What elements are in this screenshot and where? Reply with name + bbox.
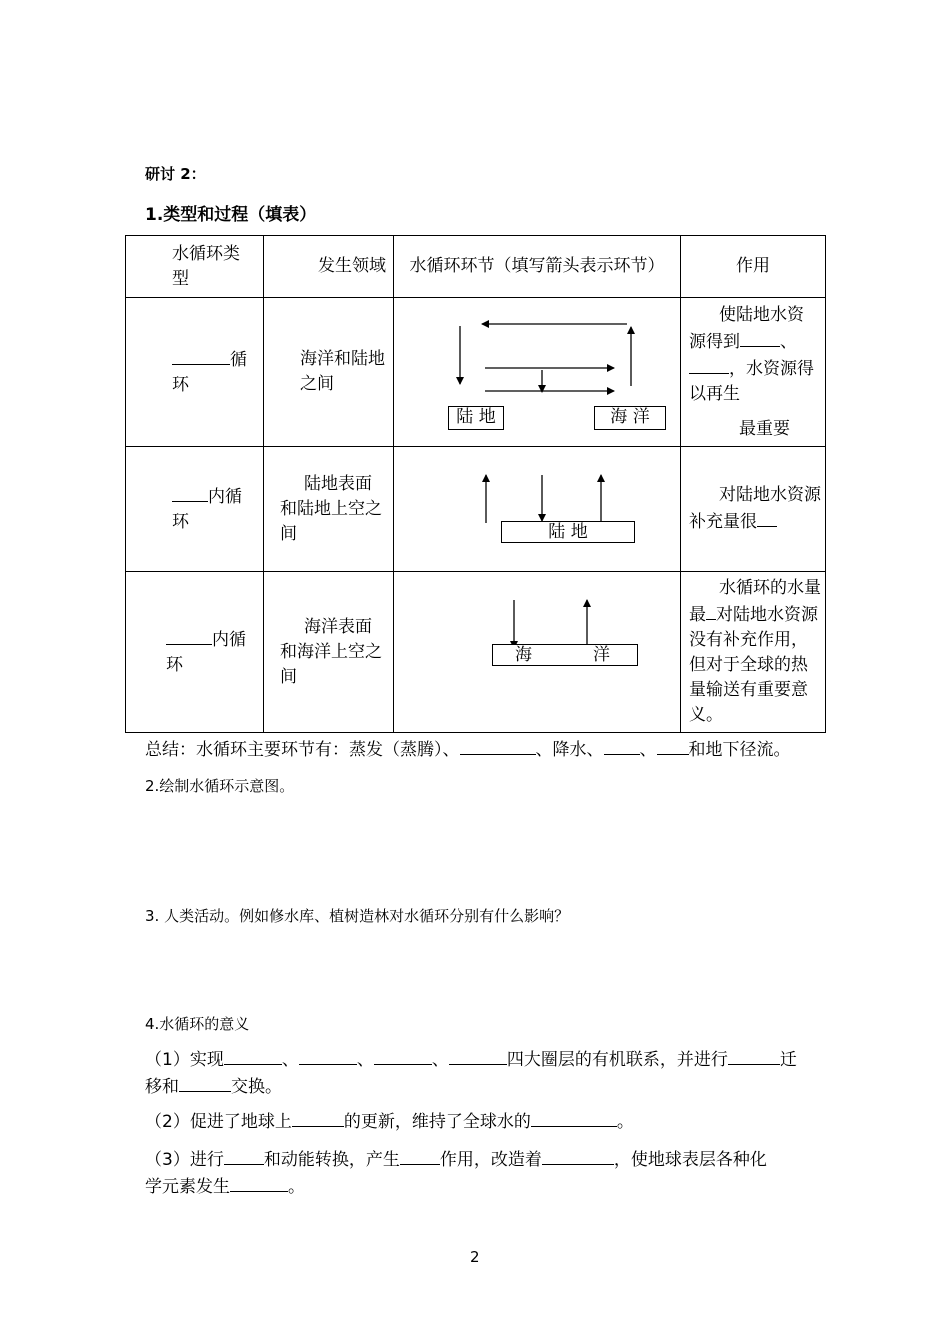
q4-1-a: （1）实现 <box>145 1050 224 1070</box>
water-cycle-table <box>125 235 826 733</box>
row1-effect-d: 最重要 <box>739 418 790 439</box>
row2-effect-a: 对陆地水资源补充量很 <box>689 485 821 532</box>
q4-1-b: 、 <box>281 1050 299 1070</box>
label-ocean: 海 洋 <box>594 406 666 430</box>
row1-effect-c: ，水资源得以再生 <box>689 358 814 404</box>
blank-balance[interactable] <box>531 1108 617 1127</box>
header-effect: 作用 <box>736 256 770 276</box>
blank-migration[interactable] <box>728 1046 780 1065</box>
blank-sphere-3[interactable] <box>374 1046 432 1065</box>
blank-energy[interactable] <box>224 1146 264 1165</box>
blank-summary-1[interactable] <box>460 736 536 755</box>
blank-renewal[interactable] <box>292 1108 344 1127</box>
q4-1-e: 四大圈层的有机联系，并进行 <box>506 1050 728 1070</box>
q4-3-b: 和动能转换，产生 <box>263 1150 400 1170</box>
q4-3-d: ，使地球表层各种化 <box>613 1150 767 1170</box>
table-row <box>126 298 826 447</box>
blank-reshape[interactable] <box>542 1146 614 1165</box>
row2-diagram <box>394 447 681 572</box>
summary-b: 、降水、 <box>535 740 604 760</box>
blank-type-2[interactable] <box>172 483 208 502</box>
row1-area: 海洋和陆地之间 <box>300 349 385 394</box>
row1-type-suffix: 循环 <box>172 350 247 395</box>
blank-summary-2[interactable] <box>604 736 640 755</box>
row2-type-suffix: 内循环 <box>172 487 242 532</box>
row1-effect-b: 、 <box>780 331 797 352</box>
blank-effect-2[interactable] <box>757 508 777 527</box>
row3-effect-b: 对陆地水资源没有补充作用，但对于全球的热量输送有重要意义。 <box>689 605 818 725</box>
row3-type-suffix: 内循环 <box>166 630 246 675</box>
blank-effect-3[interactable] <box>706 601 716 620</box>
label-ocean-sea: 海 <box>515 645 532 665</box>
row1-effect-a: 使陆地水资源得到 <box>689 304 804 352</box>
q4-1-f: 迁 <box>779 1050 797 1070</box>
summary-line <box>145 736 791 763</box>
blank-exchange[interactable] <box>179 1073 231 1092</box>
q4-2-a: （2）促进了地球上 <box>145 1112 292 1132</box>
question-1-title: 1.类型和过程（填表） <box>145 205 317 225</box>
row3-diagram <box>394 572 681 733</box>
row3-effect-a: 水循环的水量最 <box>689 578 821 625</box>
q4-2-b: 的更新，维持了全球水的 <box>343 1112 531 1132</box>
q4-1-c: 、 <box>356 1050 374 1070</box>
blank-effect-1a[interactable] <box>740 328 780 347</box>
question-4-1 <box>145 1046 815 1100</box>
blank-sphere-1[interactable] <box>224 1046 282 1065</box>
question-2: 2.绘制水循环示意图。 <box>145 777 295 795</box>
question-4-3 <box>145 1146 815 1200</box>
table-row <box>126 447 826 572</box>
blank-sphere-2[interactable] <box>299 1046 357 1065</box>
q4-1-g: 移和 <box>145 1077 179 1097</box>
blank-effect[interactable] <box>400 1146 440 1165</box>
q4-2-c: 。 <box>616 1112 634 1132</box>
summary-d: 和地下径流。 <box>688 740 791 760</box>
question-4-title: 4.水循环的意义 <box>145 1015 250 1033</box>
blank-type-3[interactable] <box>166 626 212 645</box>
q4-3-f: 。 <box>288 1177 305 1197</box>
question-4-2 <box>145 1108 634 1135</box>
row3-area: 海洋表面和海洋上空之间 <box>280 616 382 687</box>
table-row <box>126 572 826 733</box>
header-type: 水循环类型 <box>172 243 240 289</box>
row2-arrows <box>394 447 681 572</box>
label-land-2: 陆 地 <box>501 521 635 543</box>
q4-3-a: （3）进行 <box>145 1150 224 1170</box>
header-link: 水循环环节（填写箭头表示环节） <box>409 256 665 276</box>
ocean-box <box>492 644 638 666</box>
row2-area: 陆地表面和陆地上空之间 <box>280 473 382 544</box>
label-ocean-yang: 洋 <box>593 645 610 665</box>
blank-summary-3[interactable] <box>657 736 689 755</box>
q4-3-e: 学元素发生 <box>145 1177 230 1197</box>
page-number: 2 <box>470 1248 480 1266</box>
blank-type-1[interactable] <box>172 346 230 365</box>
blank-effect-1b[interactable] <box>689 355 729 374</box>
label-land: 陆 地 <box>448 406 504 430</box>
summary-c: 、 <box>639 740 657 760</box>
question-3: 3. 人类活动。例如修水库、植树造林对水循环分别有什么影响？ <box>145 907 570 925</box>
summary-a: 总结：水循环主要环节有：蒸发（蒸腾）、 <box>145 740 460 760</box>
table-header-row <box>126 236 826 298</box>
header-area: 发生领域 <box>318 256 386 276</box>
blank-sphere-4[interactable] <box>449 1046 507 1065</box>
q4-1-h: 交换。 <box>231 1077 282 1097</box>
row1-diagram <box>394 298 681 447</box>
blank-element[interactable] <box>230 1173 288 1192</box>
q4-1-d: 、 <box>431 1050 449 1070</box>
section-title: 研讨 2： <box>145 165 206 183</box>
q4-3-c: 作用，改造着 <box>439 1150 542 1170</box>
